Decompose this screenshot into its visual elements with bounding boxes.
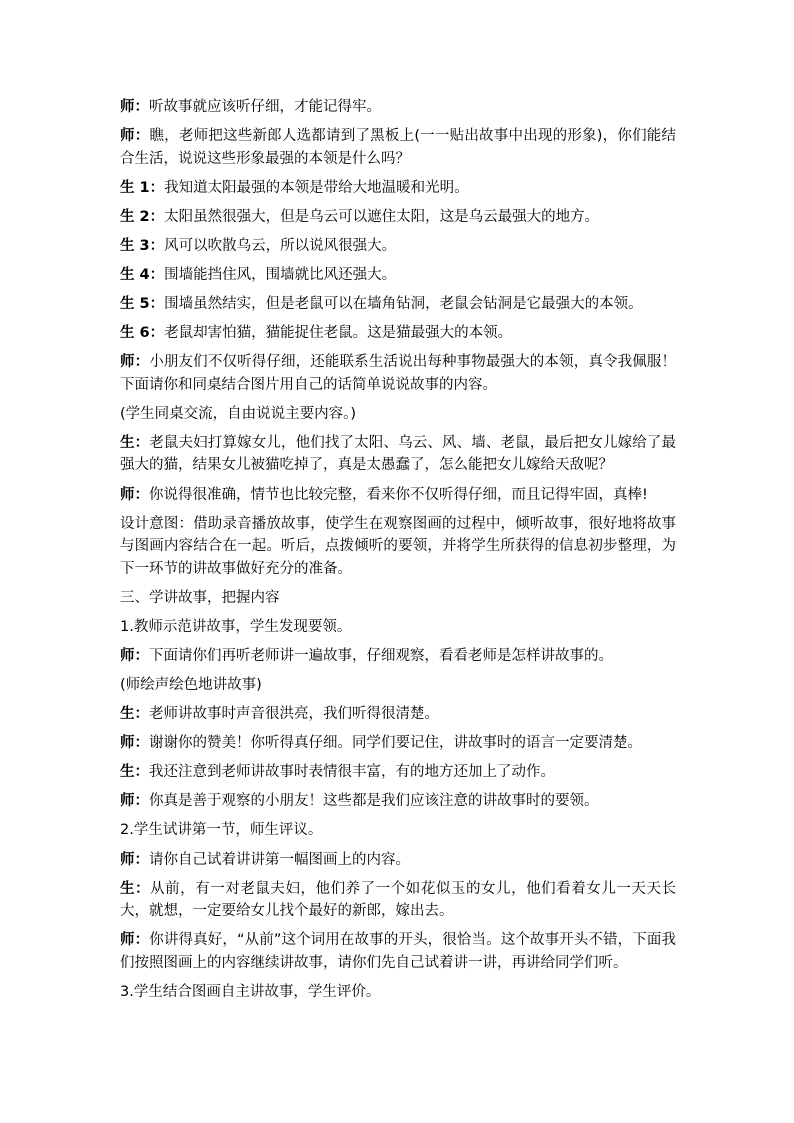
paragraph — [120, 264, 676, 287]
paragraph — [120, 125, 676, 170]
speaker-label: 师： — [120, 99, 149, 115]
paragraph — [120, 484, 676, 507]
speaker-label: 生： — [120, 880, 151, 897]
paragraph-text: 太阳虽然很强大，但是乌云可以遮住太阳，这是乌云最强大的地方。 — [164, 208, 600, 225]
speaker-label: 生： — [120, 434, 150, 451]
paragraph-text: 风可以吹散乌云，所以说风很强大。 — [164, 237, 397, 254]
speaker-label: 生： — [120, 706, 149, 723]
paragraph — [120, 513, 676, 581]
paragraph — [120, 206, 676, 229]
paragraph — [120, 703, 676, 726]
paragraph-text: 我还注意到老师讲故事时表情很丰富，有的地方还加上了动作。 — [149, 764, 555, 781]
speaker-label: 生 2： — [120, 208, 165, 225]
paragraph-text: 请你自己试着讲讲第一幅图画上的内容。 — [149, 851, 410, 868]
paragraph — [120, 432, 676, 477]
paragraph-text: 谢谢你的赞美！你听得真仔细。同学们要记住，讲故事时的语言一定要清楚。 — [149, 735, 642, 752]
paragraph — [120, 674, 676, 697]
speaker-label: 师： — [120, 354, 150, 371]
paragraph-text: 3.学生结合图画自主讲故事，学生评价。 — [120, 983, 381, 1000]
paragraph — [120, 645, 676, 668]
paragraph-text: 2.学生试讲第一节，师生评议。 — [120, 822, 323, 839]
speaker-label: 师： — [120, 647, 149, 664]
paragraph-text: 设计意图：借助录音播放故事，使学生在观察图画的过程中，倾听故事，很好地将故事与图画内容结合在一起。听后，点拨倾听的要领，并将学生所获得的信息初步整理，为下一环节的讲故事做好充分的准备。 — [120, 515, 676, 577]
speaker-label: 师： — [120, 932, 150, 949]
speaker-label: 师： — [120, 128, 150, 145]
paragraph-text: 你说得很准确，情节也比较完整，看来你不仅听得仔细，而且记得牢固，真棒! — [149, 486, 648, 503]
paragraph — [120, 351, 676, 396]
paragraph-text: 你讲得真好，“从前”这个词用在故事的开头，很恰当。这个故事开头不错，下面我们按照图画上的内容继续讲故事，请你们先自己试着讲一讲，再讲给同学们听。 — [120, 932, 677, 971]
paragraph — [120, 96, 676, 119]
paragraph-text: 老师讲故事时声音很洪亮，我们听得很清楚。 — [149, 706, 439, 723]
paragraph — [120, 878, 676, 923]
paragraph-text: 听故事就应该听仔细，才能记得牢。 — [149, 99, 381, 115]
paragraph-text: 小朋友们不仅听得仔细，还能联系生活说出每种事物最强大的本领，真令我佩服！下面请你和同桌结合图片用自己的话简单说说故事的内容。 — [120, 354, 677, 393]
speaker-label: 生 4： — [120, 266, 165, 283]
paragraph — [120, 849, 676, 872]
paragraph — [120, 761, 676, 784]
speaker-label: 生 3： — [120, 237, 165, 254]
paragraph-text: (学生同桌交流，自由说说主要内容。) — [120, 405, 357, 422]
paragraph — [120, 929, 676, 974]
speaker-label: 师： — [120, 735, 149, 752]
paragraph-text: 你真是善于观察的小朋友！这些都是我们应该注意的讲故事时的要领。 — [149, 793, 599, 810]
speaker-label: 师： — [120, 486, 149, 503]
paragraph-text: 瞧，老师把这些新郎人选都请到了黑板上(一一贴出故事中出现的形象)，你们能结合生活，说说这些形象最强的本领是什么吗？ — [120, 128, 677, 167]
speaker-label: 师： — [120, 793, 149, 810]
paragraph-text: 我知道太阳最强的本领是带给大地温暖和光明。 — [164, 179, 469, 196]
paragraph-text: 老鼠却害怕猫，猫能捉住老鼠。这是猫最强大的本领。 — [164, 325, 513, 342]
paragraph-text: 从前，有一对老鼠夫妇，他们养了一个如花似玉的女儿，他们看着女儿一天天长大，就想，一定要给女儿找个最好的新郎，嫁出去。 — [120, 880, 677, 920]
paragraph-text: 三、学讲故事，把握内容 — [120, 589, 280, 606]
paragraph-text: 下面请你们再听老师讲一遍故事，仔细观察，看看老师是怎样讲故事的。 — [149, 647, 613, 664]
paragraph — [120, 981, 676, 1004]
paragraph-text: 1.教师示范讲故事，学生发现要领。 — [120, 618, 352, 635]
paragraph — [120, 177, 676, 200]
paragraph-text: 老鼠夫妇打算嫁女儿，他们找了太阳、乌云、风、墙、老鼠，最后把女儿嫁给了最强大的猫，结果女儿被猫吃掉了，真是太愚蠢了，怎么能把女儿嫁给天敌呢？ — [120, 434, 677, 474]
paragraph-text: 围墙能挡住风，围墙就比风还强大。 — [164, 266, 397, 283]
document-body — [120, 96, 676, 1010]
speaker-label: 生 1： — [120, 179, 165, 196]
paragraph — [120, 616, 676, 639]
paragraph — [120, 322, 676, 345]
speaker-label: 师： — [120, 851, 149, 868]
paragraph-text: 围墙虽然结实，但是老鼠可以在墙角钻洞，老鼠会钻洞是它最强大的本领。 — [164, 296, 643, 313]
speaker-label: 生 5： — [120, 296, 165, 313]
speaker-label: 生 6： — [120, 325, 165, 342]
paragraph — [120, 732, 676, 755]
speaker-label: 生： — [120, 764, 149, 781]
paragraph — [120, 293, 676, 316]
paragraph — [120, 790, 676, 813]
paragraph — [120, 819, 676, 842]
paragraph — [120, 403, 676, 426]
paragraph — [120, 587, 676, 610]
paragraph-text: (师绘声绘色地讲故事) — [120, 677, 262, 693]
paragraph — [120, 235, 676, 258]
